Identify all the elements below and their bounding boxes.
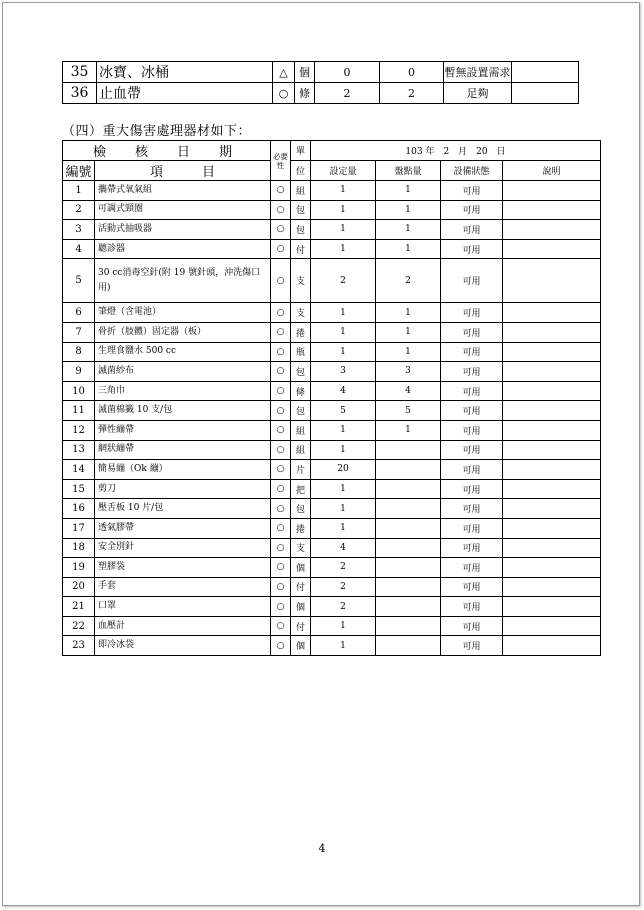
table-row <box>63 303 601 323</box>
item-number: 5 <box>63 259 95 303</box>
item-number: 36 <box>63 83 97 104</box>
unit: 組 <box>291 440 311 460</box>
table-row <box>63 259 601 303</box>
required-mark: ○ <box>271 577 291 597</box>
equipment-status: 可用 <box>441 479 503 499</box>
equipment-status: 可用 <box>441 440 503 460</box>
item-number: 13 <box>63 440 95 460</box>
item-number: 14 <box>63 460 95 480</box>
item-number: 20 <box>63 577 95 597</box>
item-number: 2 <box>63 200 95 220</box>
count-quantity: 5 <box>376 401 441 421</box>
required-mark: ○ <box>271 381 291 401</box>
item-name: 攜帶式氧氣組 <box>95 181 271 201</box>
item-number: 22 <box>63 616 95 636</box>
note <box>503 499 601 519</box>
note <box>512 83 579 104</box>
required-mark: ○ <box>271 220 291 240</box>
note <box>503 342 601 362</box>
note <box>503 616 601 636</box>
equipment-status: 足夠 <box>444 83 512 104</box>
unit: 個 <box>291 558 311 578</box>
major-injury-equipment-table <box>62 140 601 656</box>
required-mark: ○ <box>271 401 291 421</box>
table-row <box>63 239 601 259</box>
table-row <box>63 181 601 201</box>
unit: 組 <box>291 181 311 201</box>
set-quantity: 20 <box>311 460 376 480</box>
header-row-2 <box>63 161 601 181</box>
unit: 包 <box>291 220 311 240</box>
set-quantity: 2 <box>315 83 380 104</box>
item-number: 4 <box>63 239 95 259</box>
item-number: 21 <box>63 597 95 617</box>
count-quantity: 4 <box>376 381 441 401</box>
count-quantity <box>376 499 441 519</box>
table-row <box>63 83 579 104</box>
item-name: 彈性繃帶 <box>95 420 271 440</box>
required-mark: ○ <box>273 83 295 104</box>
equipment-status: 可用 <box>441 538 503 558</box>
required-mark: ○ <box>271 499 291 519</box>
count-quantity: 3 <box>376 362 441 382</box>
item-name: 可調式頸圈 <box>95 200 271 220</box>
equipment-status: 可用 <box>441 460 503 480</box>
count-quantity <box>376 518 441 538</box>
set-quantity: 1 <box>311 616 376 636</box>
item-name: 三角巾 <box>95 381 271 401</box>
count-quantity: 2 <box>380 83 444 104</box>
table-row <box>63 538 601 558</box>
set-quantity: 1 <box>311 220 376 240</box>
required-mark: ○ <box>271 200 291 220</box>
table-row <box>63 381 601 401</box>
note <box>503 538 601 558</box>
table-row <box>63 401 601 421</box>
item-number: 12 <box>63 420 95 440</box>
set-quantity: 1 <box>311 499 376 519</box>
equipment-status: 可用 <box>441 381 503 401</box>
note-label: 說明 <box>503 161 601 181</box>
note <box>503 597 601 617</box>
equipment-status: 可用 <box>441 401 503 421</box>
count-quantity: 1 <box>376 181 441 201</box>
required-mark: ○ <box>271 322 291 342</box>
table-row <box>63 479 601 499</box>
set-quantity: 1 <box>311 303 376 323</box>
required-mark: ○ <box>271 558 291 578</box>
item-number: 3 <box>63 220 95 240</box>
item-name: 壓舌板 10 片/包 <box>95 499 271 519</box>
item-number: 10 <box>63 381 95 401</box>
item-number: 1 <box>63 181 95 201</box>
note <box>503 362 601 382</box>
required-label: 必要性 <box>271 141 291 181</box>
equipment-status: 可用 <box>441 636 503 656</box>
unit: 付 <box>291 577 311 597</box>
required-mark: ○ <box>271 518 291 538</box>
count-quantity: 1 <box>376 342 441 362</box>
item-number: 8 <box>63 342 95 362</box>
unit: 包 <box>291 499 311 519</box>
table-row <box>63 200 601 220</box>
continued-equipment-table <box>62 61 579 104</box>
required-mark: ○ <box>271 239 291 259</box>
equipment-status: 可用 <box>441 597 503 617</box>
set-quantity: 2 <box>311 577 376 597</box>
set-quantity: 1 <box>311 322 376 342</box>
required-mark: ○ <box>271 259 291 303</box>
item-name: 網狀繃帶 <box>95 440 271 460</box>
required-mark: ○ <box>271 479 291 499</box>
unit: 把 <box>291 479 311 499</box>
unit: 條 <box>295 83 315 104</box>
section-heading: （四）重大傷害處理器材如下： <box>62 124 252 139</box>
table-row <box>63 577 601 597</box>
required-mark: ○ <box>271 616 291 636</box>
count-quantity: 0 <box>380 62 444 83</box>
unit: 組 <box>291 420 311 440</box>
table-row <box>63 322 601 342</box>
note <box>503 220 601 240</box>
count-quantity: 1 <box>376 420 441 440</box>
table-row <box>63 616 601 636</box>
note <box>512 62 579 83</box>
table-row <box>63 499 601 519</box>
item-name: 即冷冰袋 <box>95 636 271 656</box>
unit-label-bottom: 位 <box>291 161 311 181</box>
unit: 個 <box>295 62 315 83</box>
required-mark: ○ <box>271 303 291 323</box>
required-mark: ○ <box>271 181 291 201</box>
set-quantity: 0 <box>315 62 380 83</box>
count-quantity: 1 <box>376 322 441 342</box>
item-number: 19 <box>63 558 95 578</box>
item-name: 簡易繃（Ok 繃） <box>95 460 271 480</box>
table-row <box>63 440 601 460</box>
table-row <box>63 220 601 240</box>
required-mark: ○ <box>271 362 291 382</box>
equipment-status: 可用 <box>441 303 503 323</box>
count-quantity <box>376 577 441 597</box>
equipment-status: 可用 <box>441 259 503 303</box>
item-number: 18 <box>63 538 95 558</box>
item-number: 15 <box>63 479 95 499</box>
note <box>503 420 601 440</box>
count-quantity <box>376 460 441 480</box>
unit: 個 <box>291 636 311 656</box>
set-quantity: 4 <box>311 381 376 401</box>
unit: 支 <box>291 303 311 323</box>
note <box>503 401 601 421</box>
header-row-1 <box>63 141 601 161</box>
required-mark: ○ <box>271 420 291 440</box>
set-quantity: 1 <box>311 420 376 440</box>
count-quantity <box>376 440 441 460</box>
count-quantity <box>376 538 441 558</box>
note <box>503 577 601 597</box>
unit: 捲 <box>291 322 311 342</box>
note <box>503 200 601 220</box>
set-quantity: 1 <box>311 181 376 201</box>
unit: 瓶 <box>291 342 311 362</box>
required-mark: ○ <box>271 636 291 656</box>
item-number: 16 <box>63 499 95 519</box>
item-name: 口罩 <box>95 597 271 617</box>
item-name: 安全別針 <box>95 538 271 558</box>
item-name: 生理食鹽水 500 cc <box>95 342 271 362</box>
note <box>503 440 601 460</box>
table-row <box>63 420 601 440</box>
check-date-label: 檢 核 日 期 <box>63 141 271 161</box>
equipment-status: 可用 <box>441 239 503 259</box>
unit: 個 <box>291 597 311 617</box>
set-quantity: 1 <box>311 440 376 460</box>
set-quantity: 4 <box>311 538 376 558</box>
equipment-status: 可用 <box>441 181 503 201</box>
table-row <box>63 636 601 656</box>
equipment-status: 可用 <box>441 362 503 382</box>
item-name: 聽診器 <box>95 239 271 259</box>
count-quantity: 2 <box>376 259 441 303</box>
equipment-status: 可用 <box>441 420 503 440</box>
unit: 支 <box>291 259 311 303</box>
item-name: 冰寶、冰桶 <box>97 62 273 83</box>
count-quantity <box>376 636 441 656</box>
item-name: 塑膠袋 <box>95 558 271 578</box>
item-name: 滅菌紗布 <box>95 362 271 382</box>
item-number: 9 <box>63 362 95 382</box>
unit: 包 <box>291 401 311 421</box>
item-number: 23 <box>63 636 95 656</box>
unit: 片 <box>291 460 311 480</box>
note <box>503 322 601 342</box>
status-label: 設備狀態 <box>441 161 503 181</box>
item-name: 滅菌棉籤 10 支/包 <box>95 401 271 421</box>
required-mark: ○ <box>271 342 291 362</box>
note <box>503 460 601 480</box>
equipment-status: 可用 <box>441 499 503 519</box>
equipment-status: 可用 <box>441 558 503 578</box>
no-label: 編號 <box>63 161 95 181</box>
set-quantity: 1 <box>311 200 376 220</box>
count-qty-label: 盤點量 <box>376 161 441 181</box>
set-quantity: 1 <box>311 636 376 656</box>
item-name: 止血帶 <box>97 83 273 104</box>
required-mark: ○ <box>271 538 291 558</box>
item-number: 35 <box>63 62 97 83</box>
equipment-status: 可用 <box>441 322 503 342</box>
item-name: 剪刀 <box>95 479 271 499</box>
note <box>503 259 601 303</box>
set-quantity: 5 <box>311 401 376 421</box>
table-row <box>63 342 601 362</box>
set-quantity: 1 <box>311 239 376 259</box>
item-name: 手套 <box>95 577 271 597</box>
table-row <box>63 597 601 617</box>
unit: 包 <box>291 362 311 382</box>
count-quantity <box>376 479 441 499</box>
equipment-status: 暫無設置需求 <box>444 62 512 83</box>
set-quantity: 2 <box>311 558 376 578</box>
count-quantity: 1 <box>376 220 441 240</box>
unit-label-top: 單 <box>291 141 311 161</box>
note <box>503 518 601 538</box>
count-quantity: 1 <box>376 200 441 220</box>
unit: 支 <box>291 538 311 558</box>
table-row <box>63 518 601 538</box>
note <box>503 636 601 656</box>
count-quantity <box>376 616 441 636</box>
required-mark: ○ <box>271 440 291 460</box>
set-quantity: 2 <box>311 597 376 617</box>
item-name: 血壓計 <box>95 616 271 636</box>
item-name: 活動式抽吸器 <box>95 220 271 240</box>
set-qty-label: 設定量 <box>311 161 376 181</box>
table-row <box>63 460 601 480</box>
required-mark: ○ <box>271 460 291 480</box>
table-row <box>63 558 601 578</box>
item-number: 11 <box>63 401 95 421</box>
set-quantity: 1 <box>311 518 376 538</box>
count-quantity: 1 <box>376 303 441 323</box>
equipment-status: 可用 <box>441 220 503 240</box>
equipment-status: 可用 <box>441 518 503 538</box>
item-name: 30 cc消毒空針(附 19 號針頭，沖洗傷口用) <box>95 259 271 303</box>
item-number: 6 <box>63 303 95 323</box>
equipment-status: 可用 <box>441 616 503 636</box>
set-quantity: 2 <box>311 259 376 303</box>
item-number: 17 <box>63 518 95 538</box>
note <box>503 479 601 499</box>
unit: 付 <box>291 616 311 636</box>
item-number: 7 <box>63 322 95 342</box>
equipment-status: 可用 <box>441 200 503 220</box>
note <box>503 558 601 578</box>
check-date: 103 年 2 月 20 日 <box>311 141 601 161</box>
equipment-status: 可用 <box>441 577 503 597</box>
count-quantity <box>376 597 441 617</box>
item-label: 項 目 <box>95 161 271 181</box>
note <box>503 239 601 259</box>
unit: 條 <box>291 381 311 401</box>
equipment-status: 可用 <box>441 342 503 362</box>
set-quantity: 1 <box>311 479 376 499</box>
set-quantity: 3 <box>311 362 376 382</box>
unit: 捲 <box>291 518 311 538</box>
unit: 包 <box>291 200 311 220</box>
count-quantity <box>376 558 441 578</box>
note <box>503 181 601 201</box>
unit: 付 <box>291 239 311 259</box>
item-name: 透氣膠帶 <box>95 518 271 538</box>
required-mark: △ <box>273 62 295 83</box>
table-row <box>63 362 601 382</box>
required-mark: ○ <box>271 597 291 617</box>
item-name: 骨折（肢體）固定器（板） <box>95 322 271 342</box>
count-quantity: 1 <box>376 239 441 259</box>
note <box>503 303 601 323</box>
set-quantity: 1 <box>311 342 376 362</box>
note <box>503 381 601 401</box>
table-row <box>63 62 579 83</box>
item-name: 筆燈（含電池） <box>95 303 271 323</box>
page-number: 4 <box>318 842 326 855</box>
